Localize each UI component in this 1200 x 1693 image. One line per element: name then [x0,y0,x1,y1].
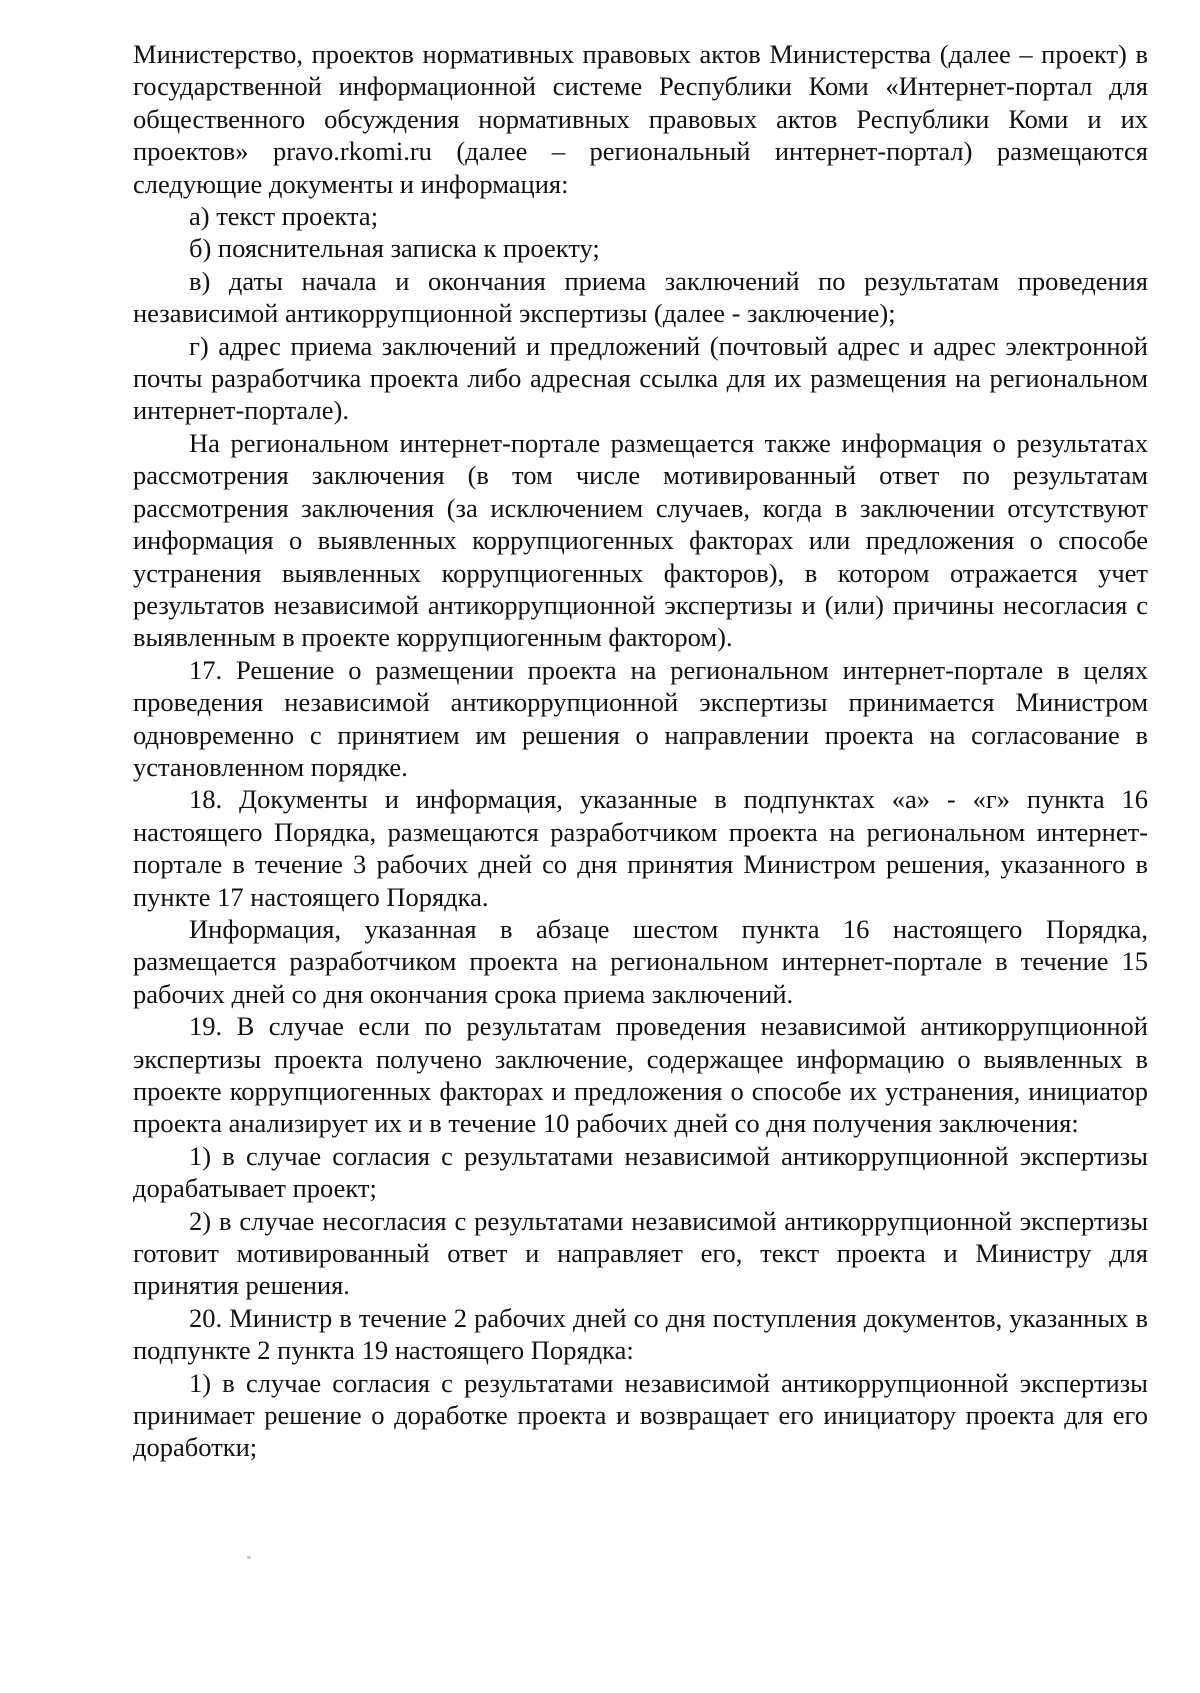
scan-speck [247,1556,251,1559]
list-item-a: а) текст проекта; [189,201,379,232]
paragraph-continuation: Министерство, проектов нормативных правовых актов Министерства (далее – проект) в государственной информационной системе Республики Коми «Интернет-портал для общественного обсуждения нормативных правовых актов Республики Коми и их проектов» pravo.rkomi.ru (далее – региональный интернет-портал) размещаются следующие документы и информация: [133,39,1148,199]
paragraph-info-deadline: Информация, указанная в абзаце шестом пункта 16 настоящего Порядка, размещается разработчиком проекта на региональном интернет-портале в течение 15 рабочих дней со дня окончания срока приема заключений. [133,913,1148,1009]
clause-20: 20. Министр в течение 2 рабочих дней со дня поступления документов, указанных в подпункте 2 пункта 19 настоящего Порядка: [133,1302,1148,1366]
clause-19-item-1: 1) в случае согласия с результатами независимой антикоррупционной экспертизы дорабатывает проект; [133,1140,1148,1204]
paragraph-portal-info: На региональном интернет-портале размещается также информация о результатах рассмотрения заключения (в том числе мотивированный ответ по результатам рассмотрения заключения (за исключением случаев, когда в заключении отсутствуют информация о выявленных коррупциогенных факторах или предложения о способе устранения выявленных коррупциогенных факторов), в котором отражается учет результатов независимой антикоррупционной экспертизы и (или) причины несогласия с выявленным в проекте коррупциогенным фактором). [133,427,1148,653]
clause-18: 18. Документы и информация, указанные в подпунктах «а» - «г» пункта 16 настоящего Порядка, размещаются разработчиком проекта на региональном интернет-портале в течение 3 рабочих дней со дня принятия Министром решения, указанного в пункте 17 настоящего Порядка. [133,784,1148,912]
clause-19-item-2: 2) в случае несогласия с результатами независимой антикоррупционной экспертизы готовит мотивированный ответ и направляет его, текст проекта и Министру для принятия решения. [133,1205,1148,1301]
list-item-g: г) адрес приема заключений и предложений (почтовый адрес и адрес электронной почты разработчика проекта либо адресная ссылка для их размещения на региональном интернет-портале). [133,330,1148,426]
clause-17: 17. Решение о размещении проекта на региональном интернет-портале в целях проведения независимой антикоррупционной экспертизы принимается Министром одновременно с принятием им решения о направлении проекта на согласование в установленном порядке. [133,654,1148,782]
list-item-b: б) пояснительная записка к проекту; [189,233,600,264]
list-item-v: в) даты начала и окончания приема заключений по результатам проведения независимой антикоррупционной экспертизы (далее - заключение); [133,265,1148,329]
document-body [133,38,1148,1464]
clause-20-item-1: 1) в случае согласия с результатами независимой антикоррупционной экспертизы принимает решение о доработке проекта и возвращает его инициатору проекта для его доработки; [133,1367,1148,1463]
clause-19: 19. В случае если по результатам проведения независимой антикоррупционной экспертизы проекта получено заключение, содержащее информацию о выявленных в проекте коррупциогенных факторах и предложения о способе их устранения, инициатор проекта анализирует их и в течение 10 рабочих дней со дня получения заключения: [133,1011,1148,1139]
